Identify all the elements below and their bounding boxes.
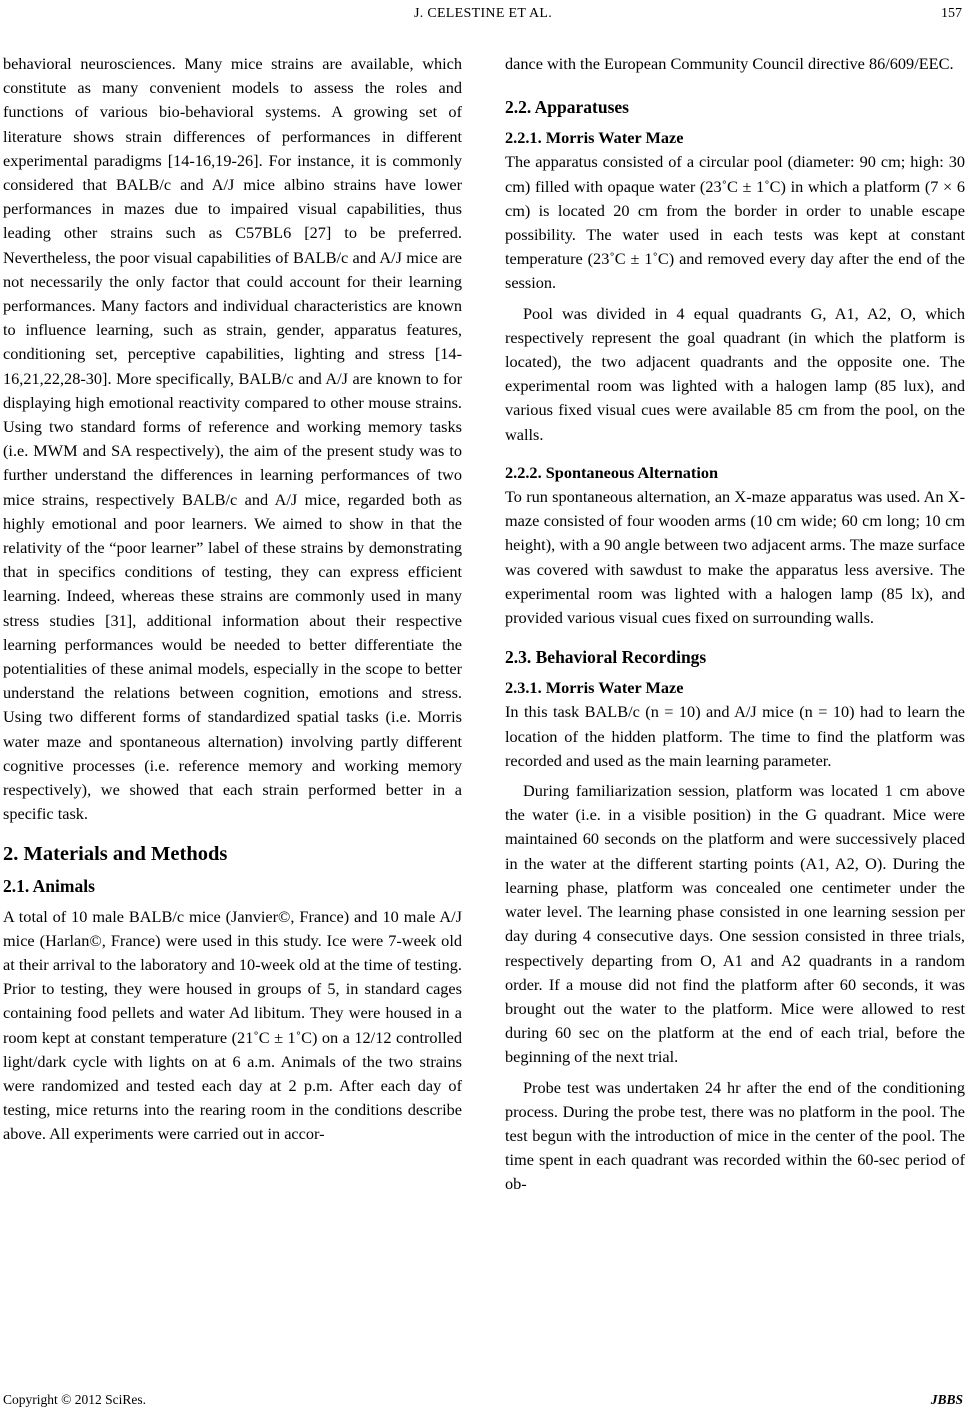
mwm-task-paragraph: In this task BALB/c (n = 10) and A/J mice (n = 10) had to learn the location of the hidden platform. The time to find the platform was recorded and used as the main learning parameter. <box>505 702 965 770</box>
left-column <box>3 52 462 1147</box>
subsection-heading-behavioral-recordings: 2.3. Behavioral Recordings <box>505 647 707 668</box>
mwm-apparatus-paragraph: The apparatus consisted of a circular pool (diameter: 90 cm; high: 30 cm) filled with opaque water (23˚C ± 1˚C) in which a platform (7 × 6 cm) is located 20 cm from the border in order to unable escape possibility. The water used in each tests was kept at constant temperature (23˚C ± 1˚C) and removed every day after the end of the session. <box>505 152 965 293</box>
copyright-notice: Copyright © 2012 SciRes. <box>3 1392 147 1407</box>
animals-paragraph: A total of 10 male BALB/c mice (Janvier©, France) and 10 male A/J mice (Harlan©, France) were used in this study. Ice were 7-week old at their arrival to the laboratory and 10-week old at the time of testing. Prior to testing, they were housed in groups of 5, in standard cages containing food pellets and water Ad libitum. They were housed in a room kept at constant temperature (21˚C ± 1˚C) on a 12/12 controlled light/dark cycle with lights on at 6 a.m. Animals of the two strains were randomized and tested each day at 2 p.m. After each day of testing, mice returns into the rearing room in the conditions describe above. All experiments were carried out in accor- <box>3 906 462 1144</box>
subsubsection-heading-mwm-apparatus: 2.2.1. Morris Water Maze <box>505 128 684 148</box>
probe-test-paragraph: Probe test was undertaken 24 hr after the end of the conditioning process. During the probe test, there was no platform in the pool. The test begun with the introduction of mice in the center of the pool. The time spent in each quadrant was recorded within the 60-sec period of ob- <box>505 1077 965 1194</box>
right-column <box>505 52 965 1197</box>
sa-apparatus-paragraph: To run spontaneous alternation, an X-maze apparatus was used. An X-maze consisted of four wooden arms (10 cm wide; 60 cm long; 10 cm height), with a 90 angle between two adjacent arms. The maze surface was covered with sawdust to make the apparatus less aversive. The experimental room was lighted with a halogen lamp (85 lx), and provided various visual cues fixed on surrounding walls. <box>505 487 965 628</box>
page-number: 157 <box>941 6 962 21</box>
subsection-heading-animals: 2.1. Animals <box>3 875 95 896</box>
subsection-heading-apparatuses: 2.2. Apparatuses <box>505 97 629 118</box>
subsubsection-heading-mwm-recordings: 2.3.1. Morris Water Maze <box>505 678 684 698</box>
subsubsection-heading-sa-apparatus: 2.2.2. Spontaneous Alternation <box>505 462 719 482</box>
running-head: J. CELESTINE ET AL. <box>413 6 553 21</box>
directive-paragraph: dance with the European Community Council directive 86/609/EEC. <box>505 54 954 73</box>
page-header <box>0 6 966 26</box>
journal-name: JBBS <box>930 1392 963 1407</box>
page-footer <box>3 1392 963 1412</box>
quadrants-paragraph: Pool was divided in 4 equal quadrants G, A1, A2, O, which respectively represent the goal quadrant (in which the platform is located), the two adjacent quadrants and the opposite one. The experimental room was lighted with a halogen lamp (85 lux), and various fixed visual cues were available 85 cm from the pool, on the walls. <box>505 303 965 444</box>
familiarization-paragraph: During familiarization session, platform was located 1 cm above the water (i.e. in a visible position) in the G quadrant. Mice were maintained 60 seconds on the platform and were successively placed in the water at the different starting points (A1, A2, O). During the learning phase, platform was concealed one centimeter under the water level. The learning phase consisted in one learning session per day during 4 consecutive days. One session consisted in three trials, respectively departing from O, A1 and A2 quadrants in a random order. If a mouse did not find the platform after 60 seconds, it was brought out the water to the platform. Mice were allowed to rest during 60 sec on the platform at the end of each trial, before the beginning of the next trial. <box>505 781 965 1067</box>
intro-paragraph: behavioral neurosciences. Many mice strains are available, which constitute as many convenient models to assess the roles and functions of various bio-behavioral systems. A growing set of literature shows strain differences of performances in different experimental paradigms [14-16,19-26]. For instance, it is commonly considered that BALB/c and A/J mice albino strains have lower performances in mazes due to impaired visual capabilities, thus leading other strains such as C57BL6 [27] to be preferred. Nevertheless, the poor visual capabilities of BALB/c and A/J mice are not necessarily the only factor that could account for their learning performances. Many factors and individual characteristics are known to influence learning, such as strain, gender, apparatus features, conditioning set, perceptive capabilities, lighting and stress [14-16,21,22,28-30]. More specifically, BALB/c and A/J are known to for displaying high emotional reactivity compared to other mouse strains. Using two standard forms of reference and working memory tasks (i.e. MWM and SA respectively), the aim of the present study was to further understand the differences in learning performances of two mice strains, respectively BALB/c and A/J mice, regarded both as highly emotional and poor learners. We aimed to show in that the relativity of the “poor learner” label of these strains by demonstrating that in specifics conditions of testing, they can express efficient learning. Indeed, whereas these strains are commonly used in many stress studies [31], additional information about their respective learning performances would be needed to better differentiate the potentialities of these animal models, especially in the scope to better understand the relations between cognition, emotions and stress. Using two different forms of standardized spatial tasks (i.e. Morris water maze and spontaneous alternation) involving partly different cognitive processes (i.e. reference memory and working memory respectively), we showed that each strain performed better in a specific task. <box>3 54 462 824</box>
section-heading-materials-methods: 2. Materials and Methods <box>3 842 228 865</box>
